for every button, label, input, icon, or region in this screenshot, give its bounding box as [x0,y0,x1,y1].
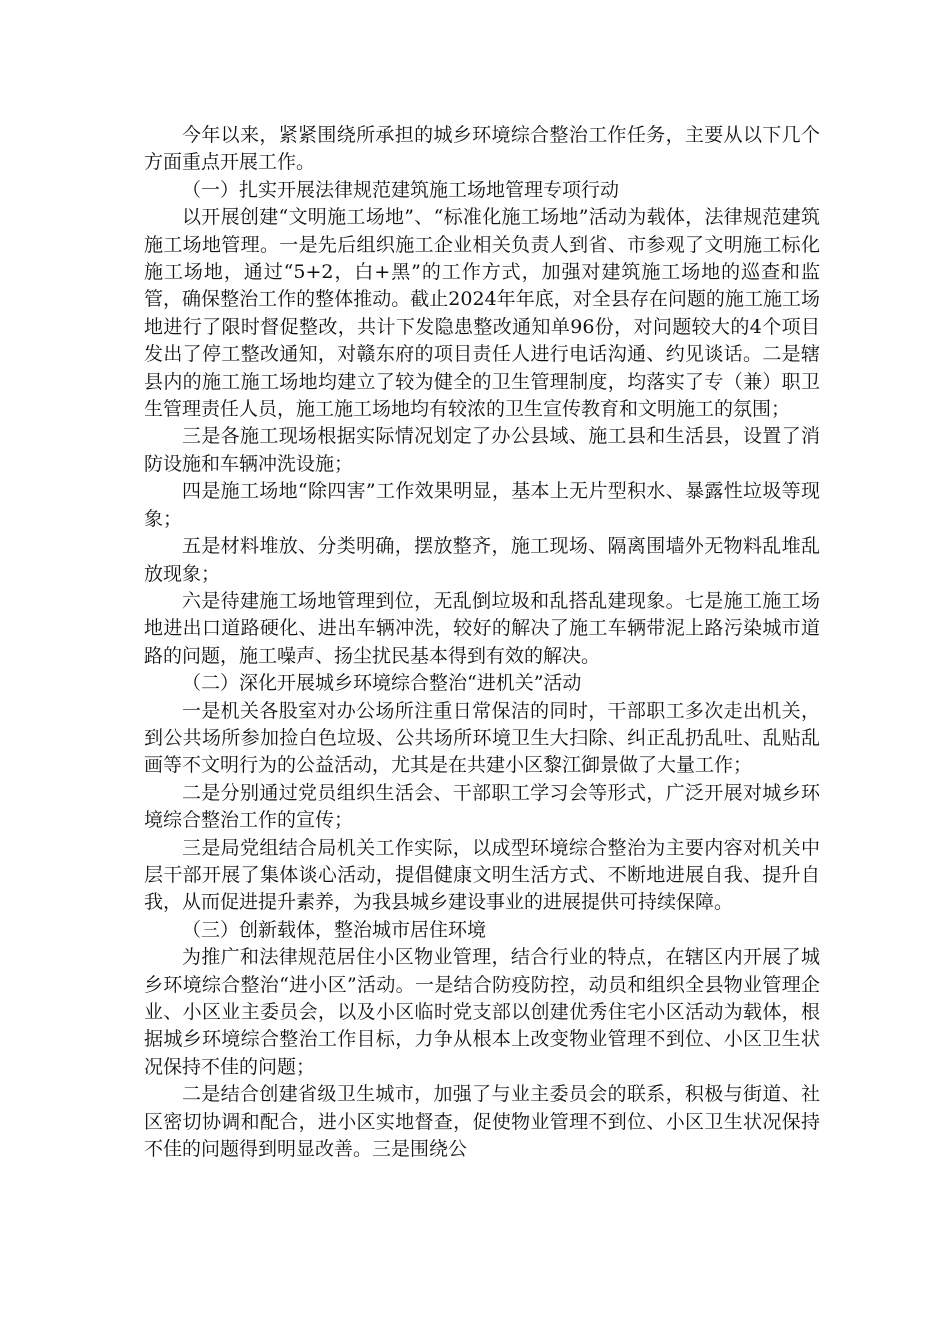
section-heading-1: （一）扎实开展法律规范建筑施工场地管理专项行动 [182,178,620,201]
body-paragraph: 三是各施工现场根据实际情况划定了办公县域、施工县和生活县，设置了消防设施和车辆冲洗设施； [144,425,820,475]
intro-paragraph: 今年以来，紧紧围绕所承担的城乡环境综合整治工作任务，主要从以下几个方面重点开展工作。 [144,124,820,174]
body-paragraph: 二是结合创建省级卫生城市，加强了与业主委员会的联系，积极与街道、社区密切协调和配合，进小区实地督查，促使物业管理不到位、小区卫生状况保持不佳的问题得到明显改善。三是围绕公 [144,1083,820,1161]
body-paragraph: 三是局党组结合局机关工作实际，以成型环境综合整治为主要内容对机关中层干部开展了集体谈心活动，提倡健康文明生活方式、不断地进展自我、提升自我，从而促进提升素养，为我县城乡建设事业的进展提供可持续保障。 [144,836,820,914]
body-paragraph: 为推广和法律规范居住小区物业管理，结合行业的特点，在辖区内开展了城乡环境综合整治“进小区”活动。一是结合防疫防控，动员和组织全县物业管理企业、小区业主委员会，以及小区临时党支部以创建优秀住宅小区活动为载体，根据城乡环境综合整治工作目标，力争从根本上改变物业管理不到位、小区卫生状况保持不佳的问题； [144,946,820,1078]
body-paragraph: 四是施工场地“除四害”工作效果明显，基本上无片型积水、暴露性垃圾等现象； [144,480,820,530]
body-paragraph: 以开展创建“文明施工场地”、“标准化施工场地”活动为载体，法律规范建筑施工场地管理。一是先后组织施工企业相关负责人到省、市参观了文明施工标化施工场地，通过“5+2，白+黑”的工作方式，加强对建筑施工场地的巡查和监管，确保整治工作的整体推动。截止2024年年底，对全县存在问题的施工施工场地进行了限时督促整改，共计下发隐患整改通知单96份，对问题较大的4个项目发出了停工整改通知，对赣东府的项目责任人进行电话沟通、约见谈话。二是辖县内的施工施工场地均建立了较为健全的卫生管理制度，均落实了专（兼）职卫生管理责任人员，施工施工场地均有较浓的卫生宣传教育和文明施工的氛围； [144,206,820,421]
body-paragraph: 一是机关各股室对办公场所注重日常保洁的同时，干部职工多次走出机关，到公共场所参加捡白色垃圾、公共场所环境卫生大扫除、纠正乱扔乱吐、乱贴乱画等不文明行为的公益活动，尤其是在共建小区黎江御景做了大量工作； [144,699,820,777]
section-heading-2: （二）深化开展城乡环境综合整治“进机关”活动 [182,672,582,695]
body-paragraph: 六是待建施工场地管理到位，无乱倒垃圾和乱搭乱建现象。七是施工施工场地进出口道路硬化、进出车辆冲洗，较好的解决了施工车辆带泥上路污染城市道路的问题，施工噪声、扬尘扰民基本得到有效的解决。 [144,589,820,667]
section-heading-3: （三）创新载体，整治城市居住环境 [182,918,487,941]
document-body [144,122,820,1163]
body-paragraph: 五是材料堆放、分类明确，摆放整齐，施工现场、隔离围墙外无物料乱堆乱放现象； [144,535,820,585]
body-paragraph: 二是分别通过党员组织生活会、干部职工学习会等形式，广泛开展对城乡环境综合整治工作的宣传； [144,781,820,832]
